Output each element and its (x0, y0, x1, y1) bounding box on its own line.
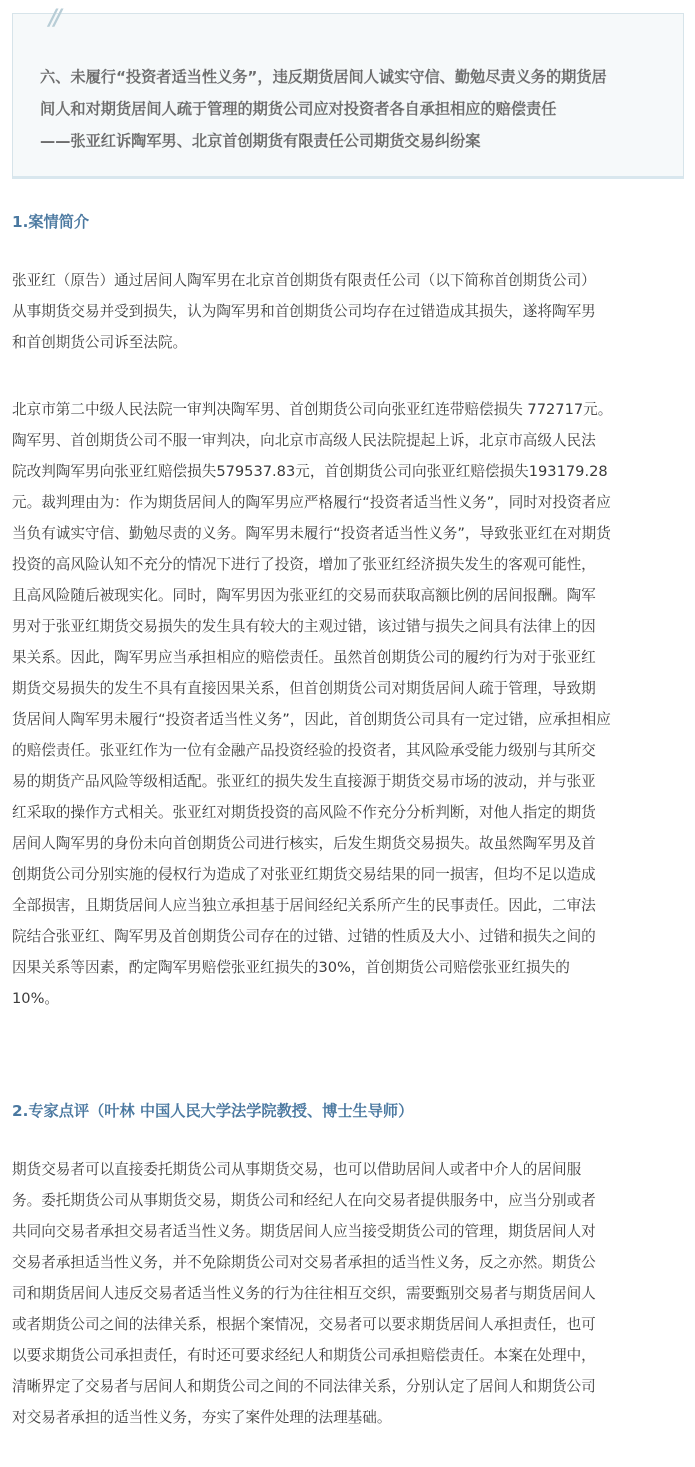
case-title (40, 61, 670, 157)
paragraph-line: 北京市第二中级人民法院一审判决陶军男、首创期货公司向张亚红连带赔偿损失 772717元。 (12, 401, 613, 418)
quote-mark-icon: // (49, 6, 60, 31)
paragraph-line: 投资的高风险认知不充分的情况下进行了投资，增加了张亚红经济损失发生的客观可能性， (12, 556, 596, 573)
paragraph-line: 务。委托期货公司从事期货交易，期货公司和经纪人在向交易者提供服务中，应当分别或者 (12, 1192, 596, 1209)
paragraph-line: 全部损害，且期货居间人应当独立承担基于居间经纪关系所产生的民事责任。因此，二审法 (12, 897, 596, 914)
paragraph-line: 创期货公司分别实施的侵权行为造成了对张亚红期货交易结果的同一损害，但均不足以造成 (12, 866, 596, 883)
paragraph-line: 和首创期货公司诉至法院。 (12, 334, 188, 351)
paragraph-line: 以要求期货公司承担责任，有时还可要求经纪人和期货公司承担赔偿责任。本案在处理中， (12, 1347, 596, 1364)
paragraph-line: 张亚红（原告）通过居间人陶军男在北京首创期货有限责任公司（以下简称首创期货公司） (12, 272, 596, 289)
case-title-box (12, 6, 684, 179)
paragraph-line: 交易者承担适当性义务，并不免除期货公司对交易者承担的适当性义务，反之亦然。期货公 (12, 1254, 596, 1271)
paragraph-line: 10%。 (12, 990, 60, 1007)
case-title-line: 六、未履行“投资者适当性义务”，违反期货居间人诚实守信、勤勉尽责义务的期货居 (40, 68, 607, 86)
paragraph-line: 货居间人陶军男未履行“投资者适当性义务”，因此，首创期货公司具有一定过错，应承担相应 (12, 711, 611, 728)
paragraph-line: 期货交易者可以直接委托期货公司从事期货交易，也可以借助居间人或者中介人的居间服 (12, 1161, 582, 1178)
judgment-paragraph (12, 394, 688, 1014)
expert-review-paragraph (12, 1154, 688, 1433)
paragraph-line: 或者期货公司之间的法律关系，根据个案情况，交易者可以要求期货居间人承担责任，也可 (12, 1316, 596, 1333)
paragraph-line: 院结合张亚红、陶军男及首创期货公司存在的过错、过错的性质及大小、过错和损失之间的 (12, 928, 596, 945)
paragraph-line: 果关系。因此，陶军男应当承担相应的赔偿责任。虽然首创期货公司的履约行为对于张亚红 (12, 649, 596, 666)
paragraph-line: 院改判陶军男向张亚红赔偿损失579537.83元，首创期货公司向张亚红赔偿损失193179.28 (12, 463, 608, 480)
paragraph-line: 陶军男、首创期货公司不服一审判决，向北京市高级人民法院提起上诉，北京市高级人民法 (12, 432, 596, 449)
case-title-line: ——张亚红诉陶军男、北京首创期货有限责任公司期货交易纠纷案 (40, 132, 481, 150)
paragraph-line: 男对于张亚红期货交易损失的发生具有较大的主观过错，该过错与损失之间具有法律上的因 (12, 618, 596, 635)
paragraph-line: 从事期货交易并受到损失，认为陶军男和首创期货公司均存在过错造成其损失，遂将陶军男 (12, 303, 596, 320)
paragraph-line: 当负有诚实守信、勤勉尽责的义务。陶军男未履行“投资者适当性义务”，导致张亚红在对期货 (12, 525, 611, 542)
paragraph-line: 红采取的操作方式相关。张亚红对期货投资的高风险不作充分分析判断，对他人指定的期货 (12, 804, 596, 821)
paragraph-line: 因果关系等因素，酌定陶军男赔偿张亚红损失的30%，首创期货公司赔偿张亚红损失的 (12, 959, 570, 976)
paragraph-line: 的赔偿责任。张亚红作为一位有金融产品投资经验的投资者，其风险承受能力级别与其所交 (12, 742, 596, 759)
section-heading-expert-review: 2.专家点评（叶林 中国人民大学法学院教授、博士生导师） (12, 1102, 414, 1120)
paragraph-line: 对交易者承担的适当性义务，夯实了案件处理的法理基础。 (12, 1409, 392, 1426)
case-summary-paragraph (12, 265, 688, 358)
paragraph-line: 居间人陶军男的身份未向首创期货公司进行核实，后发生期货交易损失。故虽然陶军男及首 (12, 835, 596, 852)
paragraph-line: 共同向交易者承担交易者适当性义务。期货居间人应当接受期货公司的管理，期货居间人对 (12, 1223, 596, 1240)
section-heading-case-summary: 1.案情简介 (12, 213, 90, 231)
paragraph-line: 清晰界定了交易者与居间人和期货公司之间的不同法律关系，分别认定了居间人和期货公司 (12, 1378, 596, 1395)
paragraph-line: 易的期货产品风险等级相适配。张亚红的损失发生直接源于期货交易市场的波动，并与张亚 (12, 773, 596, 790)
paragraph-line: 且高风险随后被现实化。同时，陶军男因为张亚红的交易而获取高额比例的居间报酬。陶军 (12, 587, 596, 604)
case-title-line: 间人和对期货居间人疏于管理的期货公司应对投资者各自承担相应的赔偿责任 (40, 100, 557, 118)
paragraph-line: 司和期货居间人违反交易者适当性义务的行为往往相互交织，需要甄别交易者与期货居间人 (12, 1285, 596, 1302)
paragraph-line: 期货交易损失的发生不具有直接因果关系，但首创期货公司对期货居间人疏于管理，导致期 (12, 680, 596, 697)
paragraph-line: 元。裁判理由为：作为期货居间人的陶军男应严格履行“投资者适当性义务”，同时对投资者应 (12, 494, 611, 511)
